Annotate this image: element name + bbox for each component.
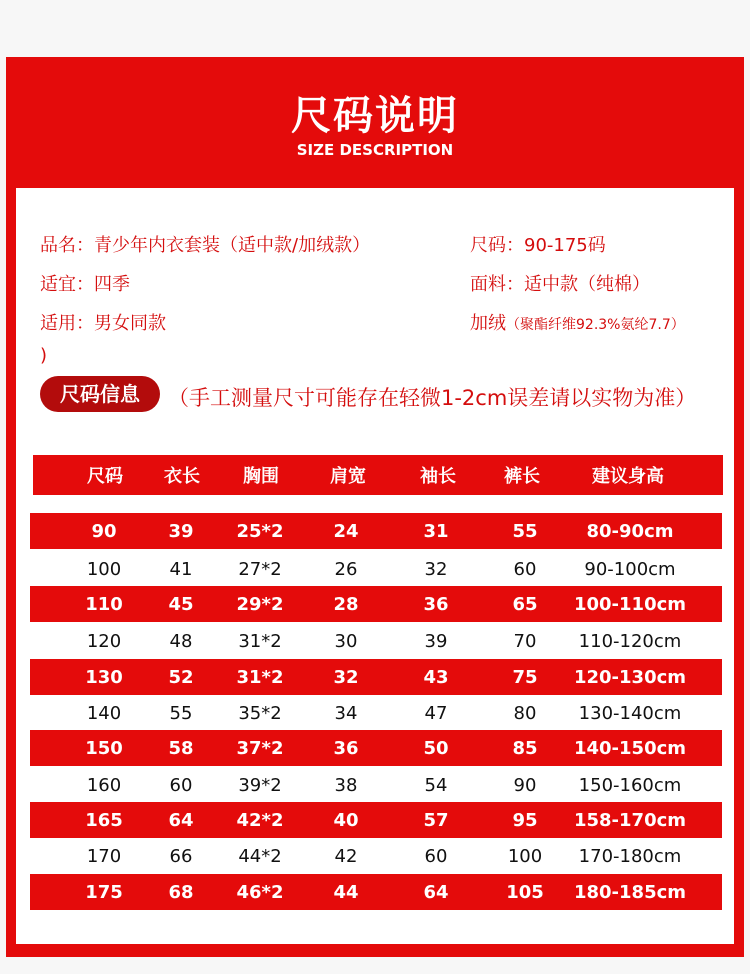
table-row	[30, 659, 722, 695]
fleece-detail: （聚酯纤维92.3%氨纶7.7）	[506, 317, 685, 333]
cell-sleeve: 36	[423, 593, 449, 615]
cell-shoulder: 40	[333, 809, 359, 831]
cell-chest: 25*2	[236, 520, 284, 542]
season-info: 适宜：四季	[40, 274, 130, 295]
gender-info: 适用：男女同款	[40, 313, 166, 334]
cell-size: 100	[86, 558, 122, 580]
cell-chest: 27*2	[238, 558, 282, 580]
cell-size: 130	[85, 666, 123, 688]
cell-shoulder: 42	[334, 845, 358, 867]
cell-length: 48	[169, 630, 193, 652]
table-row	[30, 695, 722, 731]
size-info-badge: 尺码信息	[40, 376, 160, 412]
header-size: 尺码	[87, 466, 123, 487]
page-title: 尺码说明	[291, 93, 459, 139]
cell-height: 120-130cm	[573, 666, 687, 688]
table-row	[30, 551, 722, 587]
cell-length: 55	[169, 702, 193, 724]
cell-sleeve: 32	[424, 558, 448, 580]
header-length: 衣长	[164, 466, 200, 487]
cell-size: 175	[85, 881, 123, 903]
cell-size: 90	[91, 520, 117, 542]
cell-pants: 100	[507, 845, 543, 867]
table-row	[30, 513, 722, 549]
cell-pants: 90	[513, 774, 537, 796]
cell-sleeve: 47	[424, 702, 448, 724]
cell-pants: 60	[513, 558, 537, 580]
cell-pants: 75	[512, 666, 538, 688]
cell-pants: 55	[512, 520, 538, 542]
cell-length: 58	[168, 737, 194, 759]
cell-height: 150-160cm	[578, 774, 682, 796]
cell-height: 90-100cm	[584, 558, 676, 580]
cell-shoulder: 32	[333, 666, 359, 688]
cell-shoulder: 34	[334, 702, 358, 724]
cell-sleeve: 60	[424, 845, 448, 867]
cell-size: 170	[86, 845, 122, 867]
cell-shoulder: 30	[334, 630, 358, 652]
cell-size: 110	[85, 593, 123, 615]
table-row	[30, 802, 722, 838]
cell-pants: 85	[512, 737, 538, 759]
cell-height: 170-180cm	[578, 845, 682, 867]
cell-height: 140-150cm	[573, 737, 687, 759]
cell-size: 120	[86, 630, 122, 652]
cell-sleeve: 31	[423, 520, 449, 542]
cell-shoulder: 36	[333, 737, 359, 759]
fleece-label: 加绒	[470, 313, 506, 334]
cell-height: 100-110cm	[573, 593, 687, 615]
table-row	[30, 838, 722, 874]
header-pants: 裤长	[504, 466, 540, 487]
cell-height: 158-170cm	[573, 809, 687, 831]
cell-sleeve: 39	[424, 630, 448, 652]
cell-pants: 80	[513, 702, 537, 724]
cell-chest: 35*2	[238, 702, 282, 724]
cell-shoulder: 28	[333, 593, 359, 615]
cell-sleeve: 50	[423, 737, 449, 759]
cell-length: 60	[169, 774, 193, 796]
cell-shoulder: 44	[333, 881, 359, 903]
fabric-info: 面料：适中款（纯棉）	[470, 274, 650, 295]
cell-chest: 44*2	[238, 845, 282, 867]
cell-sleeve: 43	[423, 666, 449, 688]
cell-length: 68	[168, 881, 194, 903]
size-range: 尺码：90-175码	[470, 235, 606, 256]
cell-sleeve: 64	[423, 881, 449, 903]
cell-pants: 105	[506, 881, 544, 903]
cell-pants: 70	[513, 630, 537, 652]
header-shoulder: 肩宽	[330, 466, 366, 487]
cell-height: 180-185cm	[573, 881, 687, 903]
cell-size: 140	[86, 702, 122, 724]
cell-size: 165	[85, 809, 123, 831]
cell-sleeve: 57	[423, 809, 449, 831]
cell-size: 160	[86, 774, 122, 796]
header-sleeve: 袖长	[420, 466, 456, 487]
table-row	[30, 730, 722, 766]
cell-length: 41	[169, 558, 193, 580]
table-row	[30, 623, 722, 659]
header-chest: 胸围	[243, 466, 279, 487]
cell-length: 45	[168, 593, 194, 615]
cell-shoulder: 38	[334, 774, 358, 796]
product-name: 品名：青少年内衣套装（适中款/加绒款）	[40, 235, 371, 256]
cell-chest: 39*2	[238, 774, 282, 796]
table-row	[30, 874, 722, 910]
cell-height: 110-120cm	[578, 630, 682, 652]
cell-chest: 29*2	[236, 593, 284, 615]
cell-pants: 65	[512, 593, 538, 615]
decorative-wave-pattern-top	[0, 0, 750, 60]
cell-sleeve: 54	[424, 774, 448, 796]
cell-chest: 42*2	[236, 809, 284, 831]
size-table-header	[33, 455, 723, 495]
header-height: 建议身高	[592, 466, 664, 487]
cell-chest: 37*2	[236, 737, 284, 759]
fleece-info	[470, 309, 685, 335]
cell-size: 150	[85, 737, 123, 759]
cell-height: 130-140cm	[578, 702, 682, 724]
cell-height: 80-90cm	[586, 520, 674, 542]
cell-length: 64	[168, 809, 194, 831]
cell-shoulder: 24	[333, 520, 359, 542]
cell-length: 52	[168, 666, 194, 688]
cell-shoulder: 26	[334, 558, 358, 580]
cell-chest: 31*2	[236, 666, 284, 688]
cell-pants: 95	[512, 809, 538, 831]
cell-chest: 31*2	[238, 630, 282, 652]
page-subtitle: SIZE DESCRIPTION	[296, 141, 454, 159]
table-row	[30, 767, 722, 803]
cell-length: 39	[168, 520, 194, 542]
cell-length: 66	[169, 845, 193, 867]
table-row	[30, 586, 722, 622]
measurement-note: （手工测量尺寸可能存在轻微1-2cm误差请以实物为准）	[168, 386, 697, 410]
cell-chest: 46*2	[236, 881, 284, 903]
fleece-tail: )	[40, 345, 48, 366]
